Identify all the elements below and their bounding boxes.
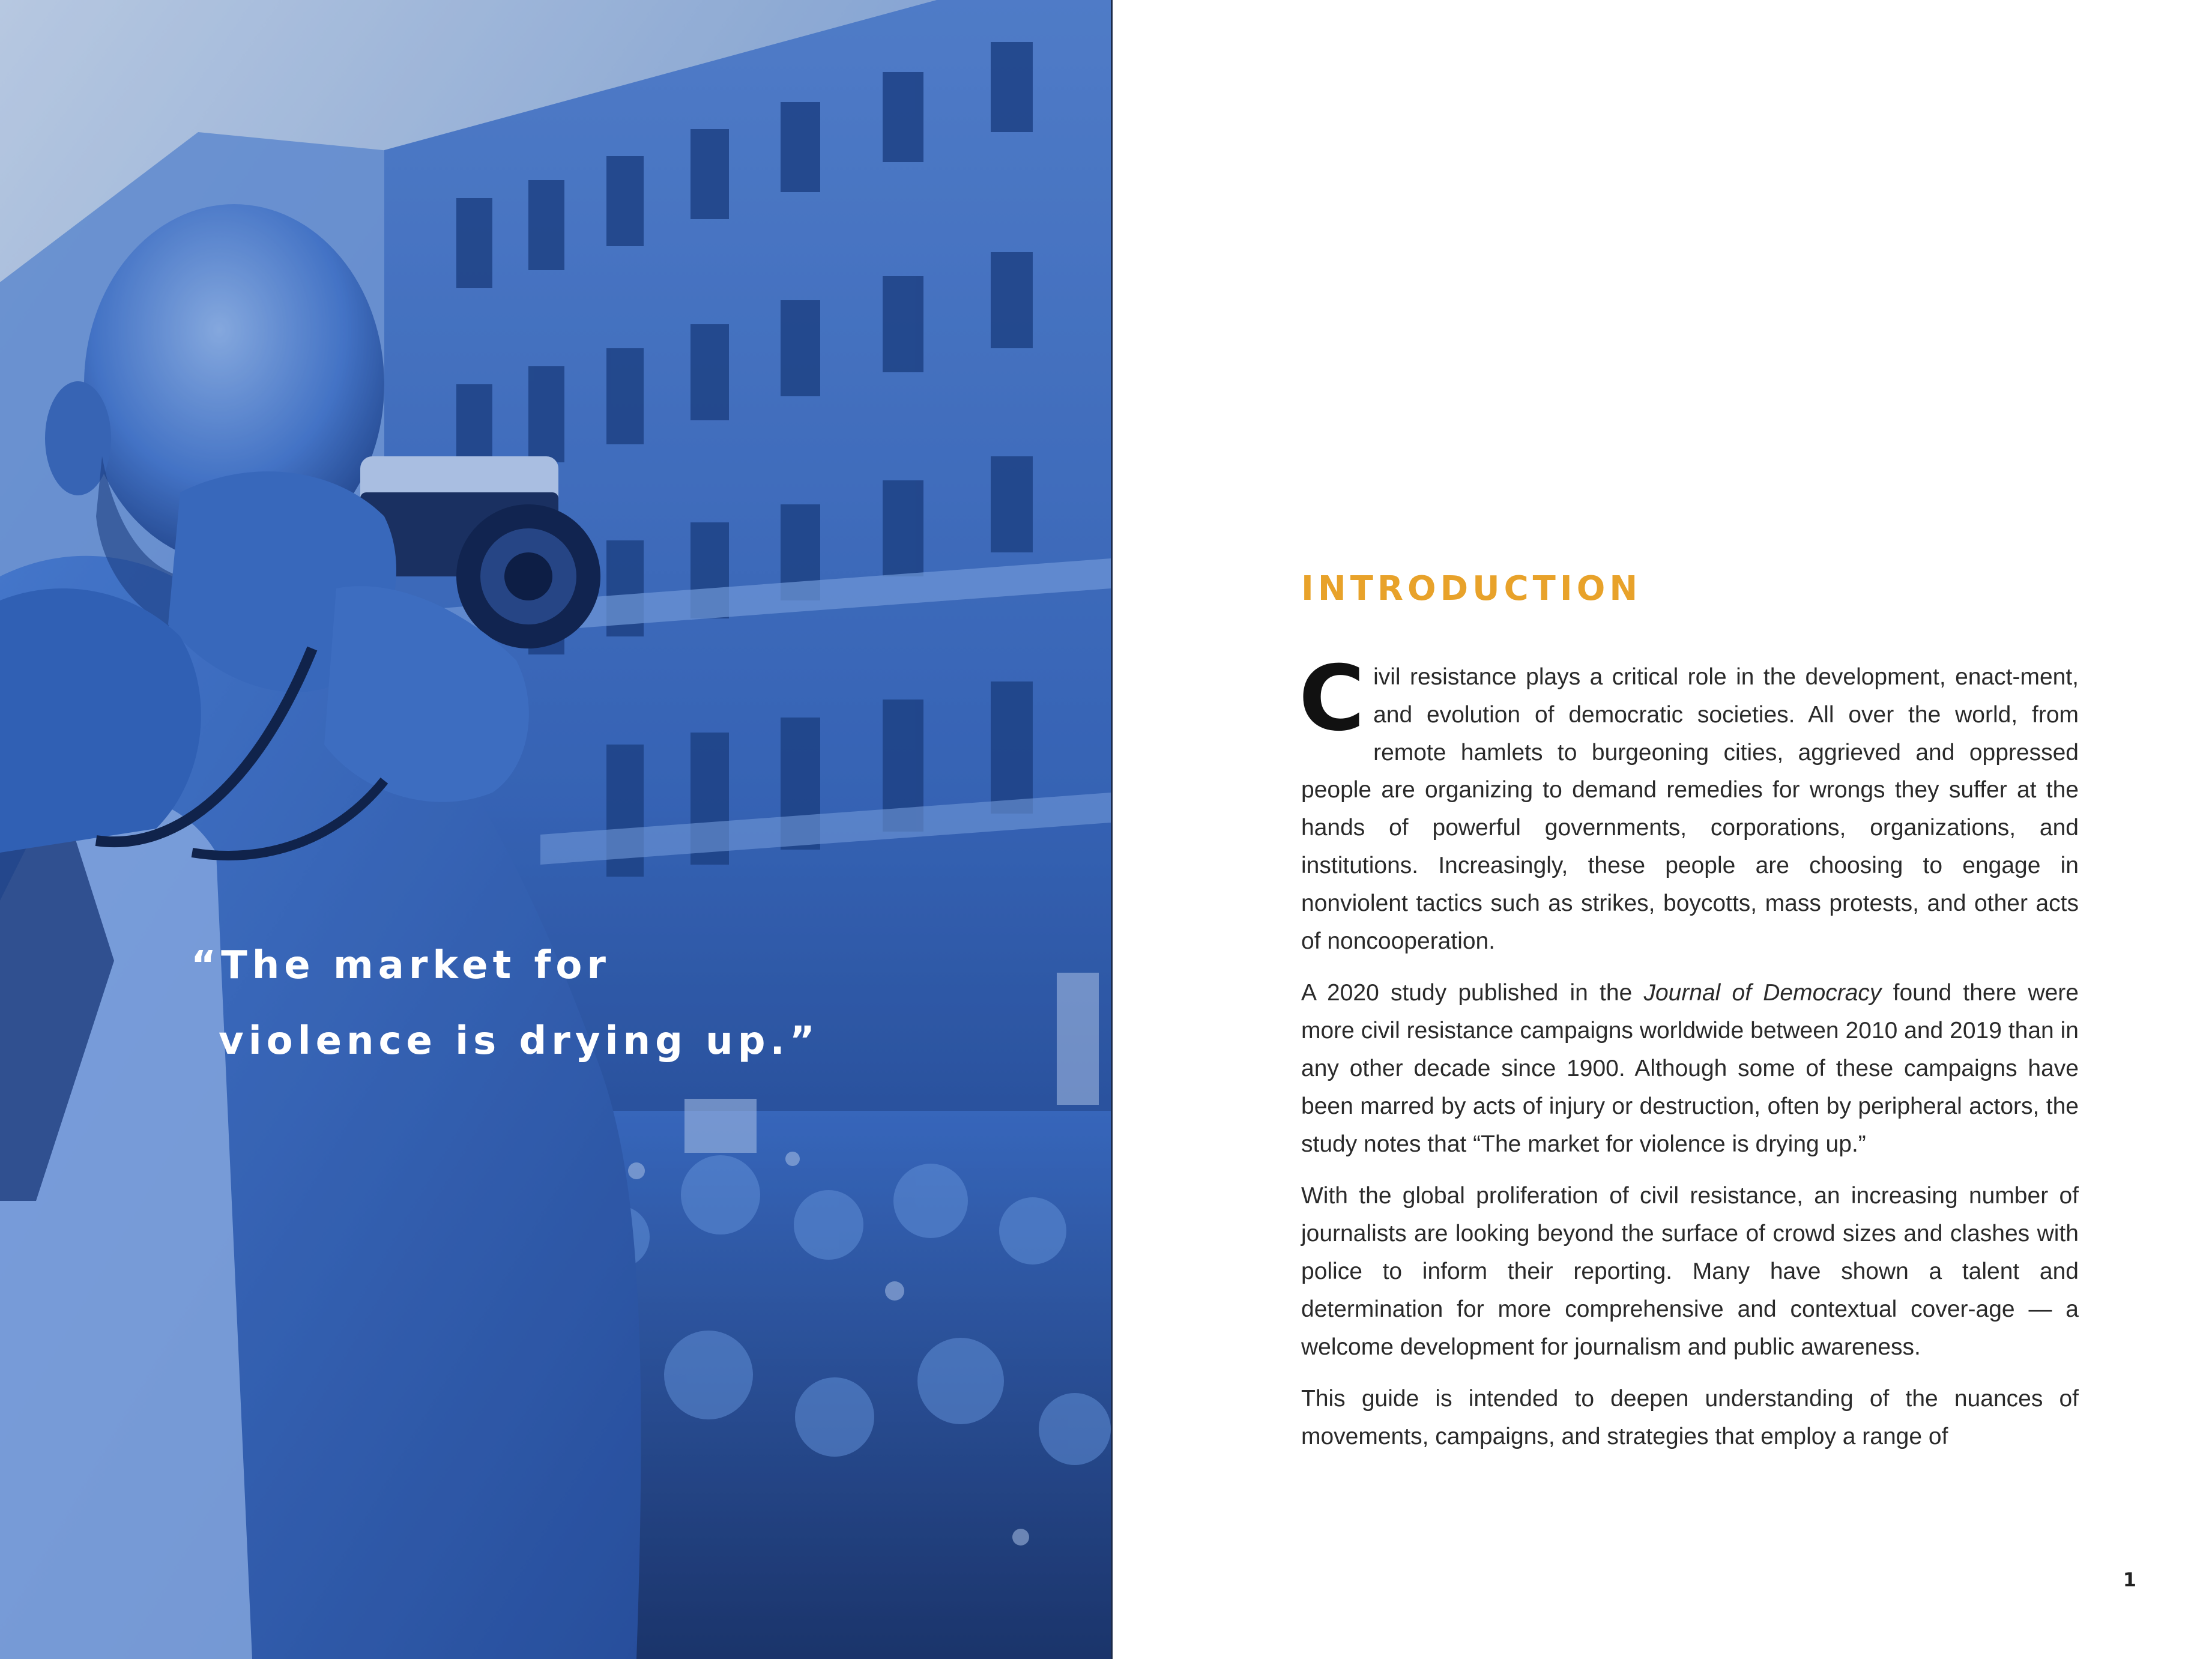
paragraph-4: This guide is intended to deepen understanding of the nuances of movements, campaigns, and strategies that employ a range of xyxy=(1301,1386,2079,1450)
text-page xyxy=(1113,0,2212,1659)
journal-title: Journal of Democracy xyxy=(1643,980,1882,1006)
drop-cap: C xyxy=(1299,647,1365,751)
page-number: 1 xyxy=(2123,1568,2136,1591)
body-text xyxy=(1299,647,2079,1470)
paragraph-2 xyxy=(1301,975,2079,1163)
paragraph-2-after: found there were more civil resistance campaigns worldwide between 2010 and 2019 than in any other decade since 1900. Although some of these campaigns have been marred by acts of injury or destruction, often by peripheral actors, the study notes that “The market for violence is drying up.” xyxy=(1301,980,2079,1157)
paragraph-3: With the global proliferation of civil resistance, an increasing number of journalists are looking beyond the surface of crowd sizes and clashes with police to inform their reporting. Many have shown a talent and determination for more comprehensive and contextual cover-age — a welcome development for journalism and public awareness. xyxy=(1301,1183,2079,1360)
paragraph-2-before: A 2020 study published in the xyxy=(1301,980,1644,1006)
paragraph-1 xyxy=(1299,647,2079,960)
pull-quote xyxy=(191,928,911,1079)
section-heading: INTRODUCTION xyxy=(1301,569,1642,608)
pull-quote-line-2: violence is drying up.” xyxy=(219,1019,820,1063)
pull-quote-line-1: “The market for xyxy=(191,943,611,988)
paragraph-1-text: ivil resistance plays a critical role in the development, enact-ment, and evolution of democratic societies. All over the world, from remote hamlets to burgeoning cities, aggrieved and oppressed people are organizing to demand remedies for wrongs they suffer at the hands of powerful governments, corporations, organizations, and institutions. Increasingly, these people are choosing to engage in nonviolent tactics such as strikes, boycotts, mass protests, and other acts of noncooperation. xyxy=(1301,664,2079,954)
